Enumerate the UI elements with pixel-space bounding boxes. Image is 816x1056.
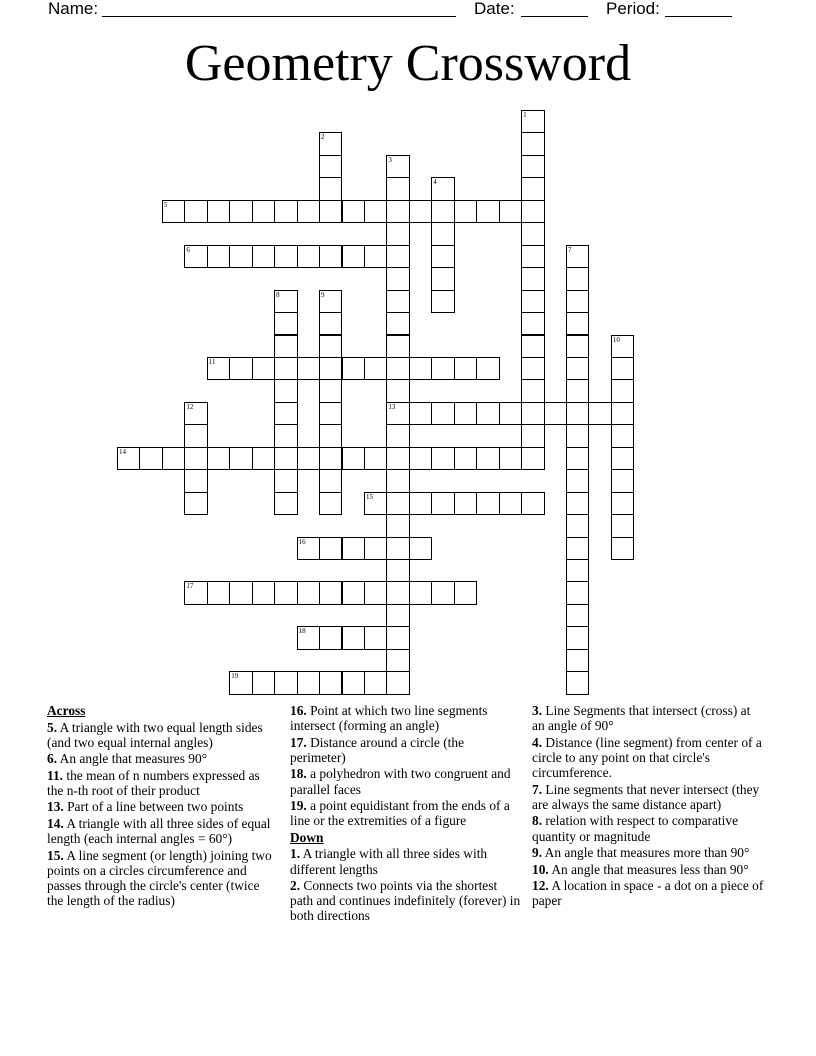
crossword-cell[interactable] [521, 447, 544, 470]
clue-number: 3 [388, 155, 392, 164]
crossword-cell[interactable] [566, 492, 589, 515]
crossword-cell[interactable] [499, 447, 522, 470]
date-field[interactable] [521, 16, 588, 17]
crossword-cell[interactable] [207, 245, 230, 268]
page-title: Geometry Crossword [184, 35, 632, 92]
crossword-cell[interactable] [611, 424, 634, 447]
crossword-cell[interactable] [386, 604, 409, 627]
crossword-cell[interactable] [342, 537, 365, 560]
clue-across-11: 11. the mean of n numbers expressed as the n-th root of their product [47, 767, 260, 798]
clues-column-2 [290, 703, 522, 925]
clue-across-5: 5. A triangle with two equal length sides (and two equal internal angles) [47, 719, 263, 750]
crossword-cell[interactable] [386, 537, 409, 560]
crossword-cell[interactable] [386, 424, 409, 447]
date-label: Date: [474, 0, 515, 18]
crossword-cell[interactable] [521, 335, 544, 358]
crossword-cell[interactable] [184, 581, 207, 604]
crossword-cell[interactable] [431, 200, 454, 223]
clue-number: 6 [186, 245, 190, 254]
crossword-cell[interactable] [588, 402, 611, 425]
clue-down-7: 7. Line segments that never intersect (they are always the same distance apart) [532, 781, 760, 812]
crossword-cell[interactable] [521, 177, 544, 200]
crossword-cell[interactable] [566, 267, 589, 290]
header [0, 0, 816, 22]
clue-across-15: 15. A line segment (or length) joining two points on a circles circumference and passes through the circle's center (twice the length of the radius) [47, 847, 272, 909]
crossword-cell[interactable] [521, 290, 544, 313]
crossword-cell[interactable] [566, 537, 589, 560]
crossword-cell[interactable] [319, 402, 342, 425]
crossword-cell[interactable] [409, 357, 432, 380]
period-field[interactable] [665, 16, 732, 17]
crossword-cell[interactable] [521, 200, 544, 223]
clue-across-17: 17. Distance around a circle (the perimeter) [290, 734, 465, 765]
clue-number: 16 [298, 537, 306, 546]
crossword-cell[interactable] [297, 671, 320, 694]
clue-number: 19 [231, 672, 239, 681]
crossword-cell[interactable] [386, 357, 409, 380]
crossword-cell[interactable] [229, 447, 252, 470]
crossword-cell[interactable] [274, 447, 297, 470]
crossword-cell[interactable] [252, 447, 275, 470]
crossword-cell[interactable] [252, 671, 275, 694]
clue-down-2: 2. Connects two points via the shortest path and continues indefinitely (forever) in both directions [290, 878, 521, 924]
crossword-cell[interactable] [297, 581, 320, 604]
crossword-cell[interactable] [229, 357, 252, 380]
crossword-cell[interactable] [297, 447, 320, 470]
clue-number: 18 [298, 627, 306, 636]
crossword-cell[interactable] [611, 514, 634, 537]
crossword-cell[interactable] [364, 200, 387, 223]
crossword-cell[interactable] [409, 402, 432, 425]
crossword-cell[interactable] [319, 671, 342, 694]
crossword-cell[interactable] [274, 335, 297, 358]
crossword-cell[interactable] [409, 447, 432, 470]
name-field[interactable] [102, 16, 456, 17]
crossword-cell[interactable] [386, 222, 409, 245]
crossword-cell[interactable] [611, 492, 634, 515]
crossword-cell[interactable] [229, 581, 252, 604]
crossword-cell[interactable] [319, 492, 342, 515]
crossword-cell[interactable] [566, 447, 589, 470]
crossword-cell[interactable] [566, 312, 589, 335]
crossword-cell[interactable] [409, 537, 432, 560]
clue-down-9: 9. An angle that measures more than 90° [532, 845, 750, 861]
crossword-cell[interactable] [319, 245, 342, 268]
crossword-cell[interactable] [521, 245, 544, 268]
crossword-cell[interactable] [386, 335, 409, 358]
crossword-cell[interactable] [431, 581, 454, 604]
crossword-cell[interactable] [274, 312, 297, 335]
crossword-cell[interactable] [184, 200, 207, 223]
crossword-cell[interactable] [566, 290, 589, 313]
crossword-cell[interactable] [274, 469, 297, 492]
crossword-cell[interactable] [364, 626, 387, 649]
clue-number: 1 [523, 111, 527, 119]
crossword-cell[interactable] [566, 514, 589, 537]
crossword-cell[interactable] [386, 379, 409, 402]
crossword-cell[interactable] [252, 245, 275, 268]
crossword-cell[interactable] [297, 357, 320, 380]
crossword-cell[interactable] [386, 245, 409, 268]
crossword-cell[interactable] [454, 492, 477, 515]
crossword-cell[interactable] [476, 447, 499, 470]
crossword-cell[interactable] [319, 537, 342, 560]
clue-number: 12 [186, 402, 194, 411]
crossword-cell[interactable] [319, 132, 342, 155]
crossword-cell[interactable] [386, 626, 409, 649]
crossword-cell[interactable] [364, 245, 387, 268]
crossword-cell[interactable] [611, 402, 634, 425]
crossword-cell[interactable] [521, 379, 544, 402]
crossword-cell[interactable] [229, 671, 252, 694]
clue-number: 7 [568, 245, 572, 254]
crossword-cell[interactable] [274, 290, 297, 313]
crossword-cell[interactable] [364, 357, 387, 380]
crossword-cell[interactable] [386, 402, 409, 425]
down-heading: Down [290, 829, 324, 845]
crossword-cell[interactable] [274, 245, 297, 268]
crossword-cell[interactable] [409, 581, 432, 604]
clue-number: 17 [186, 582, 194, 591]
crossword-cell[interactable] [297, 626, 320, 649]
crossword-cell[interactable] [274, 357, 297, 380]
crossword-cell[interactable] [431, 290, 454, 313]
crossword-cell[interactable] [184, 424, 207, 447]
crossword-cell[interactable] [139, 447, 162, 470]
clue-number: 8 [276, 290, 280, 299]
crossword-cell[interactable] [566, 245, 589, 268]
crossword-cell[interactable] [319, 469, 342, 492]
crossword-cell[interactable] [319, 177, 342, 200]
crossword-cell[interactable] [566, 424, 589, 447]
crossword-cell[interactable] [207, 357, 230, 380]
crossword-cell[interactable] [566, 649, 589, 672]
crossword-cell[interactable] [431, 177, 454, 200]
crossword-cell[interactable] [364, 581, 387, 604]
crossword-cell[interactable] [319, 312, 342, 335]
crossword-cell[interactable] [342, 245, 365, 268]
crossword-cell[interactable] [386, 447, 409, 470]
across-heading: Across [47, 703, 86, 718]
crossword-cell[interactable] [319, 379, 342, 402]
crossword-cell[interactable] [319, 447, 342, 470]
clue-down-4: 4. Distance (line segment) from center of a circle to any point on that circle's circumference. [532, 734, 762, 781]
crossword-cell[interactable] [297, 200, 320, 223]
crossword-cell[interactable] [162, 200, 185, 223]
clue-across-16: 16. Point at which two line segments intersect (forming an angle) [290, 703, 488, 734]
crossword-cell[interactable] [229, 200, 252, 223]
crossword-cell[interactable] [566, 335, 589, 358]
crossword-cell[interactable] [342, 357, 365, 380]
clue-number: 11 [208, 357, 216, 366]
crossword-cell[interactable] [566, 671, 589, 694]
crossword-cell[interactable] [386, 177, 409, 200]
crossword-cell[interactable] [521, 492, 544, 515]
crossword-cell[interactable] [499, 402, 522, 425]
crossword-cell[interactable] [364, 537, 387, 560]
crossword-cell[interactable] [319, 357, 342, 380]
crossword-cell[interactable] [431, 447, 454, 470]
crossword-cell[interactable] [386, 155, 409, 178]
crossword-cell[interactable] [364, 492, 387, 515]
crossword-cell[interactable] [611, 335, 634, 358]
crossword-cell[interactable] [611, 379, 634, 402]
crossword-cell[interactable] [117, 447, 140, 470]
crossword-cell[interactable] [431, 402, 454, 425]
clue-down-1: 1. A triangle with all three sides with different lengths [290, 846, 488, 877]
crossword-cell[interactable] [454, 200, 477, 223]
crossword-cell[interactable] [319, 424, 342, 447]
clue-down-10: 10. An angle that measures less than 90° [532, 861, 749, 877]
crossword-cell[interactable] [521, 402, 544, 425]
crossword-cell[interactable] [566, 469, 589, 492]
crossword-cell[interactable] [184, 245, 207, 268]
crossword-cell[interactable] [499, 200, 522, 223]
crossword-cell[interactable] [611, 357, 634, 380]
crossword-cell[interactable] [274, 402, 297, 425]
crossword-cell[interactable] [252, 581, 275, 604]
crossword-cell[interactable] [319, 200, 342, 223]
crossword-cell[interactable] [297, 537, 320, 560]
clues-column-3 [532, 703, 764, 910]
crossword-cell[interactable] [566, 357, 589, 380]
crossword-cell[interactable] [476, 492, 499, 515]
crossword-cell[interactable] [297, 245, 320, 268]
crossword-cell[interactable] [386, 649, 409, 672]
crossword-cell[interactable] [544, 402, 567, 425]
crossword-cell[interactable] [184, 402, 207, 425]
crossword-cell[interactable] [521, 132, 544, 155]
clue-number: 10 [612, 335, 620, 344]
crossword-cell[interactable] [162, 447, 185, 470]
crossword-cell[interactable] [386, 469, 409, 492]
crossword-cell[interactable] [566, 559, 589, 582]
crossword-cell[interactable] [454, 357, 477, 380]
crossword-cell[interactable] [454, 447, 477, 470]
crossword-cell[interactable] [454, 402, 477, 425]
crossword-cell[interactable] [499, 492, 522, 515]
crossword-cell[interactable] [319, 290, 342, 313]
crossword-cell[interactable] [409, 200, 432, 223]
crossword-cell[interactable] [386, 514, 409, 537]
crossword-cell[interactable] [364, 671, 387, 694]
crossword-cell[interactable] [274, 581, 297, 604]
crossword-cell[interactable] [207, 581, 230, 604]
crossword-cell[interactable] [342, 200, 365, 223]
crossword-cell[interactable] [476, 402, 499, 425]
crossword-cell[interactable] [342, 626, 365, 649]
crossword-cell[interactable] [386, 267, 409, 290]
crossword-cell[interactable] [521, 222, 544, 245]
crossword-cell[interactable] [521, 110, 544, 133]
clue-down-3: 3. Line Segments that intersect (cross) at an angle of 90° [532, 703, 751, 734]
crossword-cell[interactable] [566, 379, 589, 402]
clue-across-6: 6. An angle that measures 90° [47, 751, 208, 767]
crossword-cell[interactable] [566, 402, 589, 425]
clue-across-18: 18. a polyhedron with two congruent and parallel faces [290, 766, 511, 797]
clue-number: 2 [321, 133, 325, 142]
crossword-cell[interactable] [521, 357, 544, 380]
crossword-cell[interactable] [521, 155, 544, 178]
crossword-cell[interactable] [521, 312, 544, 335]
clue-across-19: 19. a point equidistant from the ends of a line or the extremities of a figure [290, 798, 510, 829]
clue-number: 13 [388, 402, 396, 411]
clues-column-1 [47, 703, 279, 910]
clue-down-8: 8. relation with respect to comparative quantity or magnitude [532, 813, 739, 844]
crossword-cell[interactable] [229, 245, 252, 268]
clue-across-13: 13. Part of a line between two points [47, 799, 244, 815]
crossword-cell[interactable] [566, 626, 589, 649]
crossword-cell[interactable] [409, 492, 432, 515]
clue-down-12: 12. A location in space - a dot on a piece of paper [532, 878, 764, 909]
clue-number: 4 [433, 178, 437, 187]
crossword-cell[interactable] [364, 447, 387, 470]
name-label: Name: [48, 0, 99, 18]
crossword-cell[interactable] [431, 222, 454, 245]
clue-across-14: 14. A triangle with all three sides of equal length (each internal angles = 60°) [47, 815, 271, 847]
crossword-cell[interactable] [386, 559, 409, 582]
crossword-cell[interactable] [319, 581, 342, 604]
crossword-cell[interactable] [184, 469, 207, 492]
crossword-cell[interactable] [431, 267, 454, 290]
crossword-cell[interactable] [184, 447, 207, 470]
crossword-cell[interactable] [521, 424, 544, 447]
clue-number: 15 [365, 492, 373, 501]
crossword-cell[interactable] [611, 537, 634, 560]
crossword-cell[interactable] [342, 671, 365, 694]
crossword-cell[interactable] [386, 200, 409, 223]
crossword-cell[interactable] [521, 267, 544, 290]
crossword-cell[interactable] [431, 492, 454, 515]
crossword-cell[interactable] [274, 671, 297, 694]
crossword-cell[interactable] [342, 581, 365, 604]
crossword-cell[interactable] [342, 447, 365, 470]
crossword-cell[interactable] [184, 492, 207, 515]
period-label: Period: [606, 0, 660, 18]
crossword-cell[interactable] [274, 379, 297, 402]
crossword-cell[interactable] [454, 581, 477, 604]
crossword-cell[interactable] [274, 424, 297, 447]
crossword-cell[interactable] [386, 312, 409, 335]
crossword-cell[interactable] [611, 469, 634, 492]
clue-number: 9 [321, 290, 325, 299]
crossword-cell[interactable] [319, 335, 342, 358]
crossword-cell[interactable] [207, 200, 230, 223]
crossword-cell[interactable] [386, 671, 409, 694]
crossword-cell[interactable] [386, 290, 409, 313]
crossword-cell[interactable] [274, 492, 297, 515]
crossword-cell[interactable] [566, 604, 589, 627]
crossword-cell[interactable] [431, 245, 454, 268]
crossword-cell[interactable] [319, 626, 342, 649]
crossword-cell[interactable] [386, 581, 409, 604]
crossword-cell[interactable] [611, 447, 634, 470]
crossword-cell[interactable] [207, 447, 230, 470]
clue-number: 5 [163, 200, 168, 209]
crossword-cell[interactable] [566, 581, 589, 604]
crossword-cell[interactable] [386, 492, 409, 515]
crossword-cell[interactable] [476, 200, 499, 223]
crossword-cell[interactable] [252, 200, 275, 223]
crossword-cell[interactable] [252, 357, 275, 380]
crossword-cell[interactable] [476, 357, 499, 380]
clue-number: 14 [119, 447, 126, 456]
crossword-cell[interactable] [274, 200, 297, 223]
crossword-cell[interactable] [431, 357, 454, 380]
crossword-cell[interactable] [319, 155, 342, 178]
